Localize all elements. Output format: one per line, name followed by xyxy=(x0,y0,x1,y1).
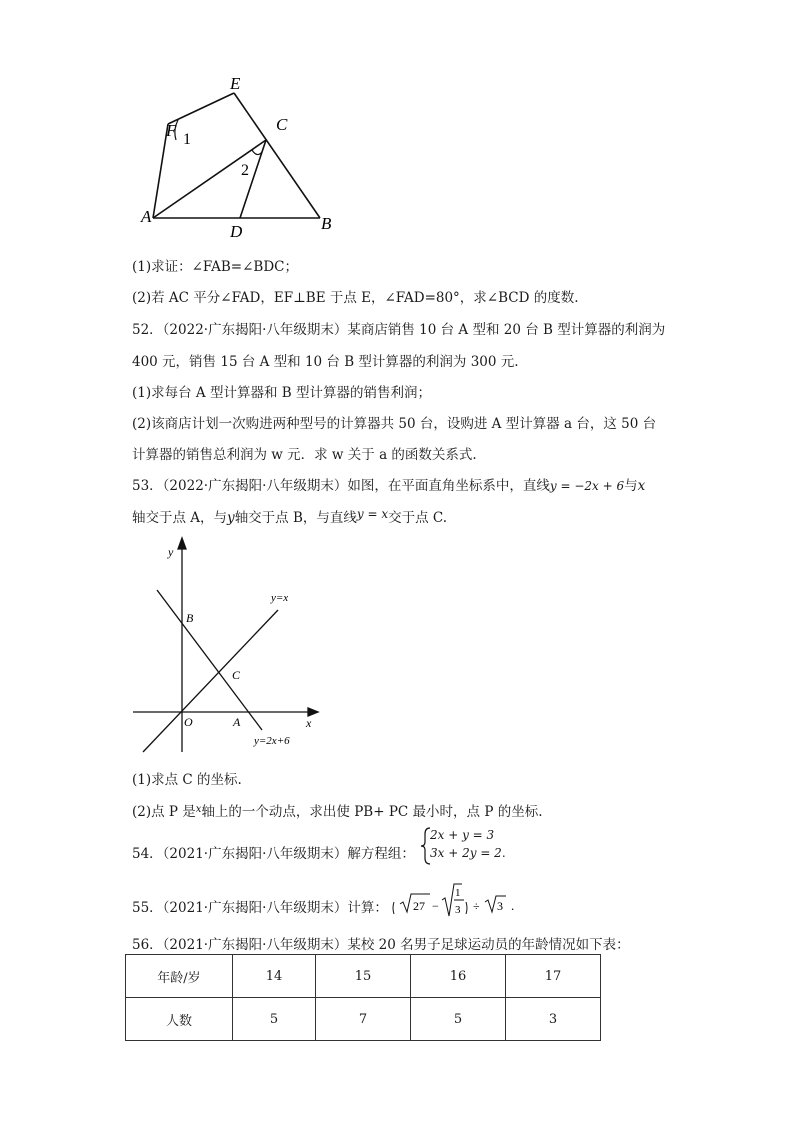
q52-line2: 400 元，销售 15 台 A 型和 10 台 B 型计算器的利润为 300 元. xyxy=(132,354,519,370)
label-e: E xyxy=(230,74,241,93)
q53-line2-post: 交于点 C. xyxy=(388,510,448,526)
q55-den: 3 xyxy=(455,904,461,916)
q55-minus: − xyxy=(432,899,439,913)
q55-expression xyxy=(392,880,522,922)
q52-part1: (1)求每台 A 型计算器和 B 型计算器的销售利润； xyxy=(132,385,431,401)
label-line-yx: y=x xyxy=(271,592,289,604)
q51-part2: (2)若 AC 平分∠FAD，EF⊥BE 于点 E，∠FAD=80°，求∠BCD 的度数. xyxy=(132,290,579,306)
table-cell: 3 xyxy=(506,998,601,1041)
angle-2-arc xyxy=(252,150,262,155)
segment-ef xyxy=(168,93,234,124)
q53-line1-eq: y = −2x + 6 xyxy=(549,479,625,493)
q53-line2 xyxy=(132,506,447,526)
table-cell: 人数 xyxy=(126,998,233,1041)
table-cell: 7 xyxy=(316,998,411,1041)
age-table xyxy=(125,954,601,1041)
table-row xyxy=(126,998,601,1041)
line-y-neg2x6 xyxy=(157,590,262,730)
table-cell: 5 xyxy=(233,998,316,1041)
table-cell: 15 xyxy=(316,955,411,998)
label-angle-1: 1 xyxy=(183,131,191,148)
label-c-point: C xyxy=(232,668,241,682)
q55-tail: . xyxy=(511,898,515,913)
x-axis-arrow xyxy=(308,708,318,716)
label-b: B xyxy=(321,214,332,233)
q52-line1: 52．（2022·广东揭阳·八年级期末）某商店销售 10 台 A 型和 20 台 B 型计算器的利润为 xyxy=(132,322,666,338)
label-f: F xyxy=(166,121,177,140)
q55-text: 55．（2021·广东揭阳·八年级期末）计算： xyxy=(132,900,388,916)
q55-num: 1 xyxy=(455,887,461,899)
q52-part2b: 计算器的销售总利润为 w 元．求 w 关于 a 的函数关系式. xyxy=(132,447,477,463)
q53-line1-x: x xyxy=(637,478,646,494)
label-angle-2: 2 xyxy=(241,162,249,179)
q51-part1: (1)求证：∠FAB=∠BDC； xyxy=(132,259,298,275)
q55-div: ÷ xyxy=(473,899,480,913)
q55-rad1: 27 xyxy=(413,899,425,913)
label-c: C xyxy=(276,115,288,134)
q53-part2-post: 轴上的一个动点，求出使 PB+ PC 最小时，点 P 的坐标. xyxy=(201,804,543,820)
line-y-eq-x xyxy=(143,610,278,752)
q53-line2-eq: y = x xyxy=(356,507,389,521)
q53-line2-pre: 轴交于点 A，与 xyxy=(132,510,228,526)
label-a-point: A xyxy=(233,715,241,729)
equation-2 xyxy=(430,844,506,862)
equation-2-text: 3x + 2y = 2 xyxy=(430,846,502,860)
q54-text: 54．（2021·广东揭阳·八年级期末）解方程组： xyxy=(132,846,415,862)
label-o-point: O xyxy=(184,715,193,729)
q53-part2 xyxy=(132,800,543,820)
q53-part1: (1)求点 C 的坐标. xyxy=(132,772,242,788)
equation-system xyxy=(430,826,506,862)
table-cell: 14 xyxy=(233,955,316,998)
y-axis-arrow xyxy=(178,538,186,549)
coordinate-figure xyxy=(0,530,360,760)
q53-line1 xyxy=(132,474,645,494)
segment-ac xyxy=(153,140,266,218)
q52-part2a: (2)该商店计划一次购进两种型号的计算器共 50 台，设购进 A 型计算器 a 台，这 50 台 xyxy=(132,416,657,432)
q53-line2-y: y xyxy=(227,510,235,526)
table-cell: 年龄/岁 xyxy=(126,955,233,998)
q53-line2-mid: 轴交于点 B，与直线 xyxy=(234,510,357,526)
q53-part2-pre: (2)点 P 是 xyxy=(132,804,196,820)
q53-line1-pre: 53．（2022·广东揭阳·八年级期末）如图，在平面直角坐标系中，直线 xyxy=(132,478,550,494)
axis-label-y: y xyxy=(168,545,174,559)
q53-line1-post: 与 xyxy=(624,478,638,494)
table-cell: 5 xyxy=(411,998,506,1041)
table-cell: 16 xyxy=(411,955,506,998)
table-row xyxy=(126,955,601,998)
q56-text: 56．（2021·广东揭阳·八年级期末）某校 20 名男子足球运动员的年龄情况如下表： xyxy=(132,937,630,953)
q53-part2-x: x xyxy=(195,804,202,815)
label-d: D xyxy=(230,222,243,241)
label-line-other: y=2x+6 xyxy=(254,735,290,747)
table-cell: 17 xyxy=(506,955,601,998)
axis-label-x: x xyxy=(306,716,312,730)
geometry-figure-1 xyxy=(0,0,400,245)
label-a: A xyxy=(141,207,152,226)
q55-rad2: 3 xyxy=(497,899,503,913)
equation-1: 2x + y = 3 xyxy=(430,828,495,842)
equation-tail: . xyxy=(501,846,506,860)
label-b-point: B xyxy=(186,611,194,625)
